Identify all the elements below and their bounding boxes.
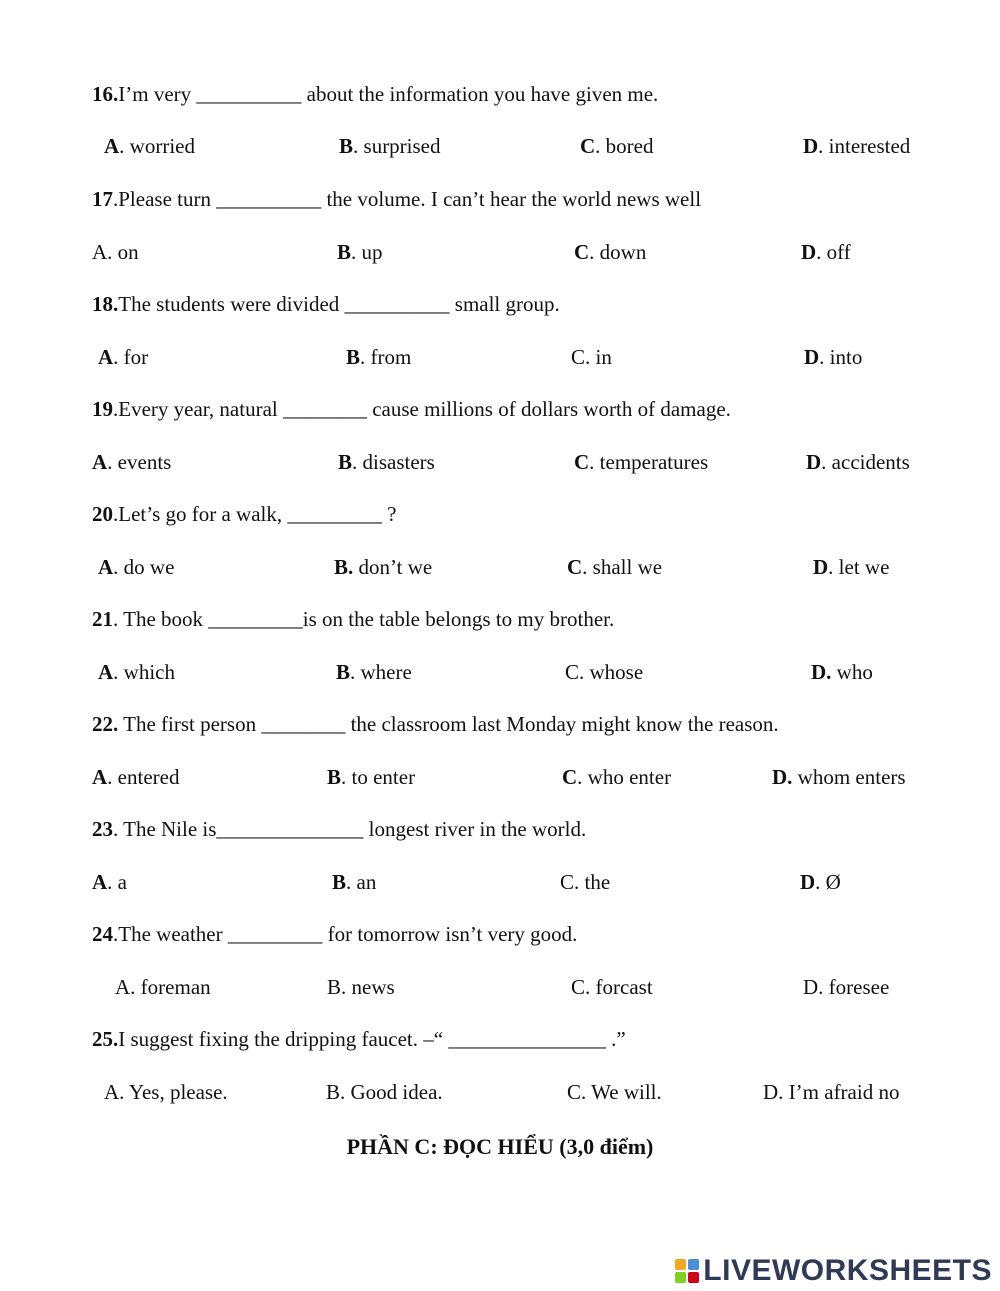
option-18-d: D. into (804, 345, 863, 369)
question-24-stem: 24.The weather _________ for tomorrow isn’t very good. (92, 922, 578, 946)
option-20-c: C. shall we (567, 555, 663, 579)
question-18-stem: 18.The students were divided __________ small group. (92, 292, 560, 316)
option-25-d: D. I’m afraid no (763, 1080, 900, 1104)
option-16-b: B. surprised (339, 134, 441, 158)
option-16-c: C. bored (580, 134, 654, 158)
option-17-a: A. on (92, 240, 139, 264)
option-19-d: D. accidents (806, 450, 910, 474)
option-22-a: A. entered (92, 765, 180, 789)
option-21-d: D. who (811, 660, 873, 684)
section-heading: PHẦN C: ĐỌC HIỂU (3,0 điểm) (346, 1134, 654, 1159)
option-16-d: D. interested (803, 134, 911, 158)
question-21-stem: 21. The book _________is on the table belongs to my brother. (92, 607, 615, 631)
option-23-b: B. an (332, 870, 377, 894)
question-23-stem: 23. The Nile is______________ longest river in the world. (92, 817, 587, 841)
logo-text: LIVEWORKSHEETS (703, 1254, 992, 1287)
option-16-a: A. worried (104, 134, 195, 158)
option-24-a: A. foreman (115, 975, 211, 999)
option-22-c: C. who enter (562, 765, 672, 789)
question-22-stem: 22. The first person ________ the classroom last Monday might know the reason. (92, 712, 779, 736)
option-23-c: C. the (560, 870, 611, 894)
option-20-d: D. let we (813, 555, 890, 579)
option-18-a: A. for (98, 345, 149, 369)
liveworksheets-logo (675, 1254, 992, 1288)
option-20-b: B. don’t we (334, 555, 433, 579)
option-23-a: A. a (92, 870, 127, 894)
option-17-c: C. down (574, 240, 647, 264)
option-18-c: C. in (571, 345, 612, 369)
question-20-stem: 20.Let’s go for a walk, _________ ? (92, 502, 397, 526)
option-22-d: D. whom enters (772, 765, 906, 789)
option-25-a: A. Yes, please. (104, 1080, 228, 1104)
option-21-a: A. which (98, 660, 175, 684)
option-23-d: D. Ø (800, 870, 841, 894)
option-19-b: B. disasters (338, 450, 435, 474)
option-19-c: C. temperatures (574, 450, 709, 474)
option-17-d: D. off (801, 240, 851, 264)
question-25-stem: 25.I suggest fixing the dripping faucet. –“ _______________ .” (92, 1027, 626, 1051)
question-16-stem: 16.I’m very __________ about the information you have given me. (92, 82, 659, 106)
option-22-b: B. to enter (327, 765, 416, 789)
option-19-a: A. events (92, 450, 172, 474)
option-21-b: B. where (336, 660, 412, 684)
option-24-c: C. forcast (571, 975, 653, 999)
liveworksheets-logo-icon (675, 1259, 699, 1283)
option-17-b: B. up (337, 240, 383, 264)
option-21-c: C. whose (565, 660, 644, 684)
option-25-b: B. Good idea. (326, 1080, 443, 1104)
option-24-d: D. foresee (803, 975, 890, 999)
option-18-b: B. from (346, 345, 412, 369)
question-19-stem: 19.Every year, natural ________ cause millions of dollars worth of damage. (92, 397, 731, 421)
option-24-b: B. news (327, 975, 395, 999)
option-20-a: A. do we (98, 555, 175, 579)
question-17-stem: 17.Please turn __________ the volume. I can’t hear the world news well (92, 187, 702, 211)
option-25-c: C. We will. (567, 1080, 662, 1104)
